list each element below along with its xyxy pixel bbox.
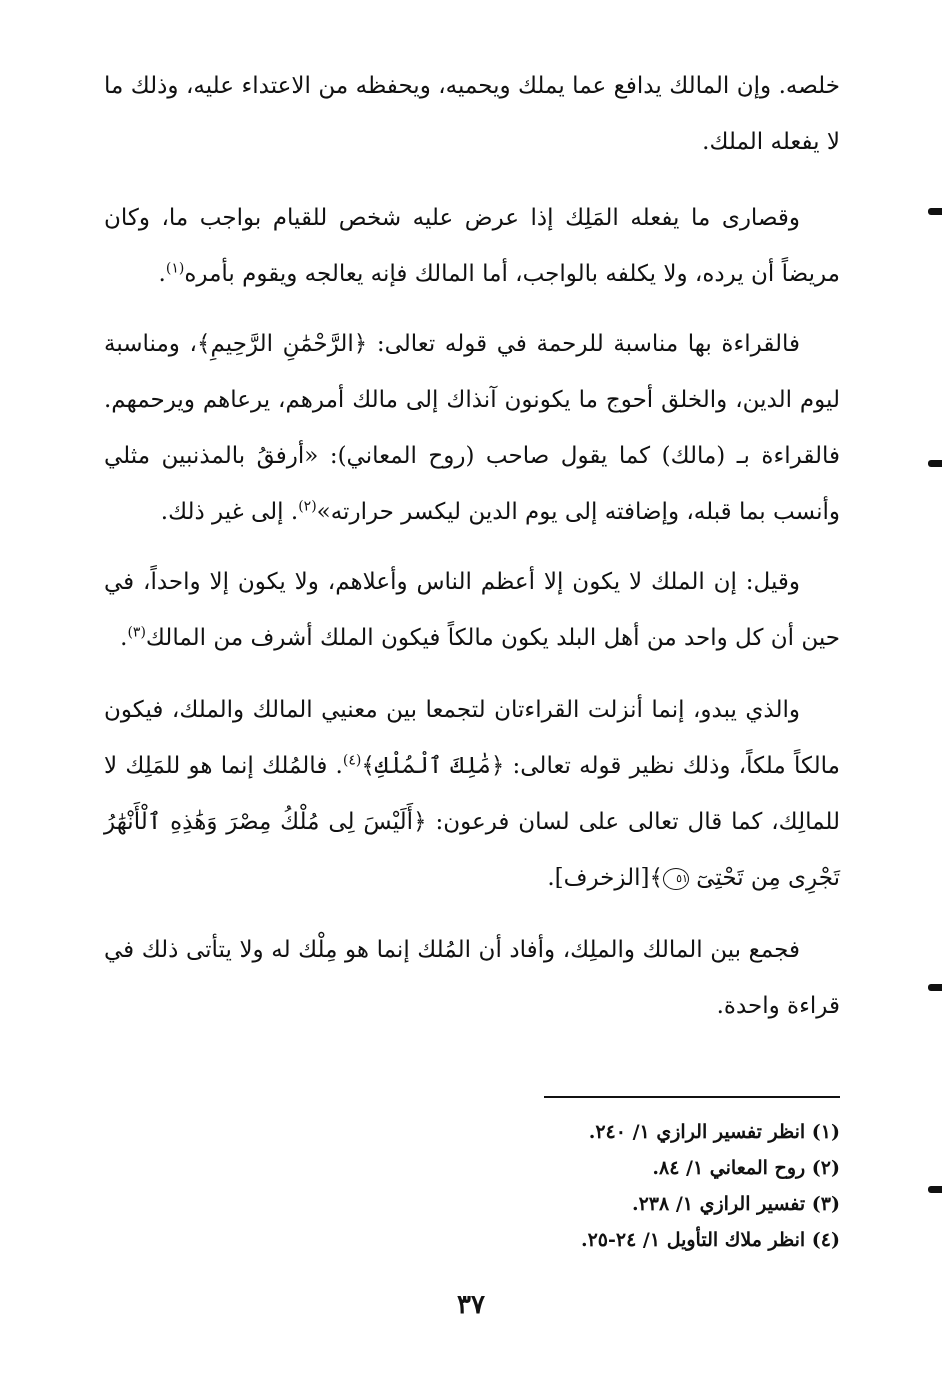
quran-verse-rahman: ﴿الرَّحْمَٰنِ الرَّحِيمِ﴾	[196, 331, 368, 357]
footnote-1: (١) انظر تفسير الرازي ١/ ٢٤٠.	[588, 1121, 840, 1143]
quran-verse-malik-al-mulk: ﴿مَٰلِكَ ٱلْمُلْكِ﴾	[361, 753, 505, 779]
footnote-divider	[544, 1096, 840, 1098]
paragraph-2-text: وقصارى ما يفعله المَلِك إذا عرض عليه شخص للقيام بواجب ما، وكان مريضاً أن يرده، ولا يكلفه بالواجب، أما المالك فإنه يعالجه ويقوم بأمره	[104, 205, 840, 287]
paragraph-3-text: فالقراءة بها مناسبة للرحمة في قوله تعالى:	[376, 331, 801, 357]
paragraph-4-text: وقيل: إن الملك لا يكون إلا أعظم الناس وأعلاهم، ولا يكون إلا واحداً، في حين أن كل واحد من أهل البلد يكون مالكاً فيكون الملك أشرف من المالك	[104, 569, 840, 651]
footnote-ref-1[interactable]: (١)	[165, 260, 185, 277]
page-number: ٣٧	[457, 1290, 485, 1320]
footnotes-section	[420, 1114, 840, 1258]
footnote-ref-2[interactable]: (٢)	[298, 498, 317, 515]
paragraph-4-end: .	[120, 625, 128, 651]
page-edge-mark	[928, 208, 942, 215]
footnote-ref-3[interactable]: (٣)	[127, 624, 146, 641]
page-edge-mark	[928, 1186, 942, 1193]
quran-bracket-close: ﴾	[649, 865, 663, 891]
paragraph-5-text-cont: . فالمُلك إنما هو للمَلِك لا للمالِك، كما قال تعالى على لسان فرعون:	[104, 753, 841, 835]
page-edge-mark	[928, 984, 942, 991]
quran-verse-pharaoh: ﴿أَلَيْسَ لِى مُلْكُ مِصْرَ وَهَٰذِهِ ٱلْأَنْهَٰرُ تَجْرِى مِن تَحْتِىٓ	[104, 809, 840, 891]
paragraph-1	[104, 58, 840, 170]
ayah-number-badge: ٥١	[663, 868, 689, 890]
page-edge-mark	[928, 460, 942, 467]
paragraph-6-text: فجمع بين المالك والملِك، وأفاد أن المُلك إنما هو مِلْك له ولا يتأتى ذلك في قراءة واحدة.	[104, 937, 840, 1019]
paragraph-3-end: . إلى غير ذلك.	[160, 499, 299, 525]
paragraph-4	[104, 554, 840, 666]
paragraph-6	[104, 922, 840, 1034]
footnote-2: (٢) روح المعاني ١/ ٨٤.	[652, 1157, 840, 1179]
paragraph-3-text-cont: ، ومناسبة ليوم الدين، والخلق أحوج ما يكونون آنذاك إلى مالك أمرهم، يرعاهم ويرحمهم. فالقراءة بـ (مالك) كما يقول صاحب (روح المعاني): «أرفقُ بالمذنبين مثلي وأنسب بما قبله، وإضافته إلى يوم الدين ليكسر حرارته»	[104, 331, 840, 525]
paragraph-1-text: خلصه. وإن المالك يدافع عما يملك ويحميه، ويحفظه من الاعتداء عليه، وذلك ما لا يفعله الملك.	[104, 73, 840, 155]
paragraph-2	[104, 190, 840, 302]
footnote-4: (٤) انظر ملاك التأويل ١/ ٢٤-٢٥.	[580, 1229, 840, 1251]
footnote-3: (٣) تفسير الرازي ١/ ٢٣٨.	[631, 1193, 840, 1215]
paragraph-2-end: .	[158, 261, 166, 287]
paragraph-5-text: والذي يبدو، إنما أنزلت القراءتان لتجمعا بين معنيي المالك والملك، فيكون مالكاً ملكاً، وذلك نظير قوله تعالى:	[104, 697, 840, 779]
page-body	[104, 58, 840, 1034]
surah-reference: [الزخرف].	[547, 865, 650, 891]
paragraph-3	[104, 316, 840, 540]
paragraph-5	[104, 682, 840, 906]
footnote-ref-4[interactable]: (٤)	[342, 752, 362, 769]
